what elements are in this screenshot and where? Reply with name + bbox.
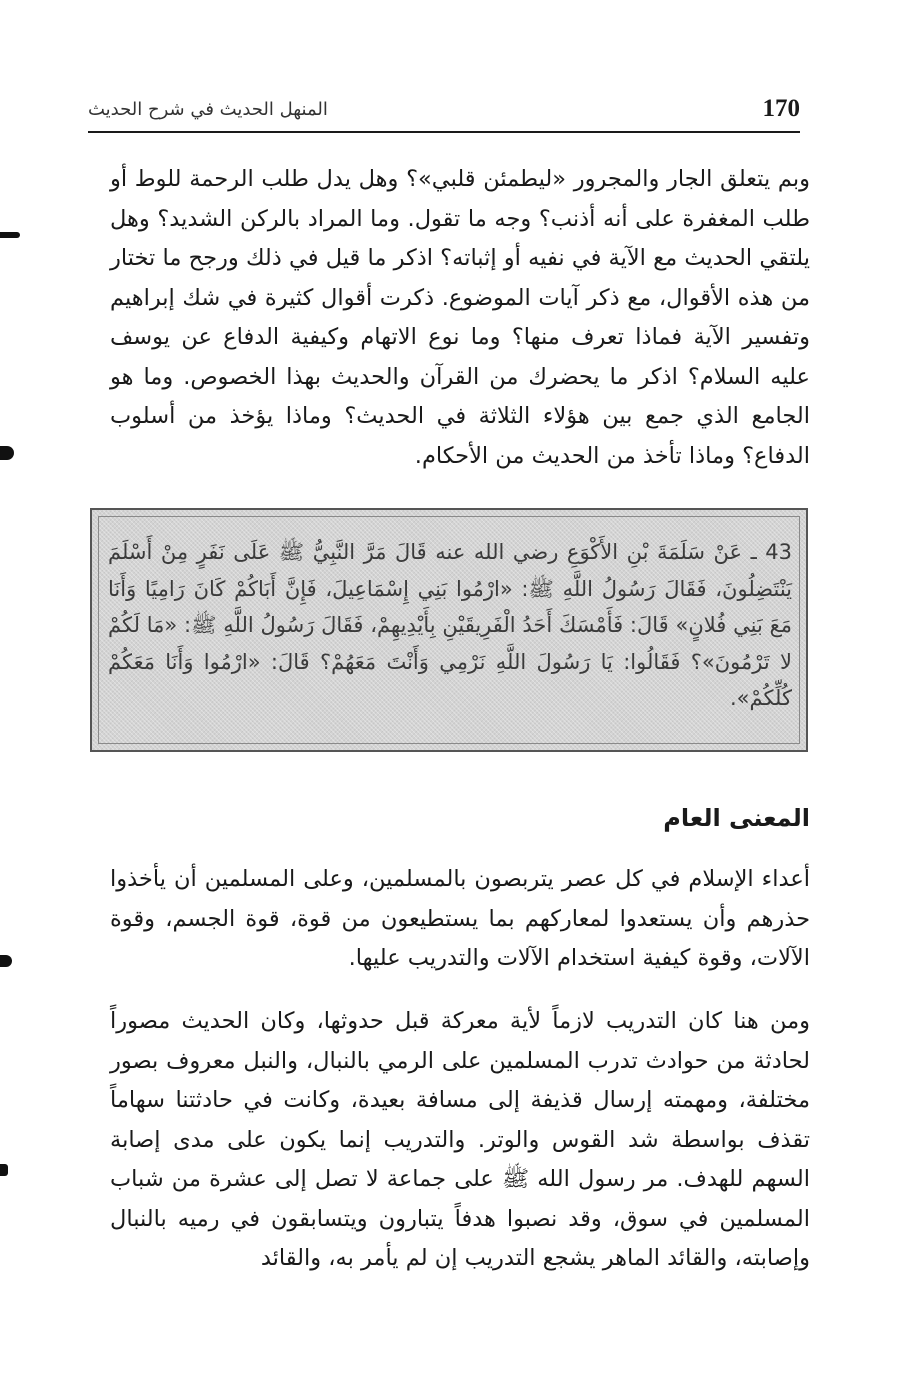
hadith-text: 43 ـ عَنْ سَلَمَةَ بْنِ الأَكْوَعِ رضي الله عنه قَالَ مَرَّ النَّبِيُّ ﷺ عَلَى نَفَرٍ مِنْ أَسْلَمَ يَنْتَضِلُونَ، فَقَالَ رَسُولُ اللَّهِ ﷺ: «ارْمُوا بَنِي إِسْمَاعِيلَ، فَإِنَّ أَبَاكُمْ كَانَ رَامِيًا وَأَنَا مَعَ بَنِي فُلانٍ» قَالَ: فَأَمْسَكَ أَحَدُ الْفَرِيقَيْنِ بِأَيْدِيهِمْ، فَقَالَ رَسُولُ اللَّهِ ﷺ: «مَا لَكُمْ لا تَرْمُونَ»؟ فَقَالُوا: يَا رَسُولَ اللَّهِ نَرْمِي وَأَنْتَ مَعَهُمْ؟ قَالَ: «ارْمُوا وَأَنَا مَعَكُمْ كُلِّكُمْ». (108, 540, 792, 710)
scan-margin-mark (0, 1164, 8, 1176)
review-questions: وبم يتعلق الجار والمجرور «ليطمئن قلبي»؟ وهل يدل طلب الرحمة للوط أو طلب المغفرة على أنه أذنب؟ وجه ما تقول. وما المراد بالركن الشديد؟ وهل يلتقي الحديث مع الآية في نفيه أو إثباته؟ اذكر ما قيل في ذلك ورجح ما تختار من هذه الأقوال، مع ذكر آيات الموضوع. ذكرت أقوال كثيرة في شك إبراهيم وتفسير الآية فماذا تعرف منها؟ وما نوع الاتهام وكيفية الدفاع عن يوسف عليه السلام؟ اذكر ما يحضرك من القرآن والحديث بهذا الخصوص. وما هو الجامع الذي جمع بين هؤلاء الثلاثة في الحديث؟ وماذا يؤخذ من أسلوب الدفاع؟ وماذا تأخذ من الحديث من الأحكام. (110, 166, 810, 469)
section-heading: المعنى العام (663, 804, 810, 832)
header-rule (88, 131, 800, 133)
scan-margin-mark (0, 955, 12, 967)
body-paragraph: أعداء الإسلام في كل عصر يتربصون بالمسلمين، وعلى المسلمين أن يأخذوا حذرهم وأن يستعدوا لمعاركهم بما يستطيعون من قوة، قوة الجسم، وقوة الآلات، وقوة كيفية استخدام الآلات والتدريب عليها. (110, 866, 810, 971)
hadith-box (90, 508, 808, 752)
scan-margin-mark (0, 232, 20, 238)
scan-margin-mark (0, 446, 14, 460)
page-header (88, 92, 800, 132)
running-title: المنهل الحديث في شرح الحديث (88, 99, 328, 120)
page-number: 170 (762, 95, 800, 122)
body-paragraph: ومن هنا كان التدريب لازماً لأية معركة قبل حدوثها، وكان الحديث مصوراً لحادثة من حوادث تدرب المسلمين على الرمي بالنبال، والنبل معروف بصور مختلفة، ومهمته إرسال قذيفة إلى مسافة بعيدة، وكانت في حادثتنا سهاماً تقذف بواسطة شد القوس والوتر. والتدريب إنما يكون على مدى إصابة السهم للهدف. مر رسول الله ﷺ على جماعة لا تصل إلى عشرة من شباب المسلمين في سوق، وقد نصبوا هدفاً يتبارون ويتسابقون في رميه بالنبال وإصابته، والقائد الماهر يشجع التدريب إن لم يأمر به، والقائد (110, 1008, 810, 1271)
